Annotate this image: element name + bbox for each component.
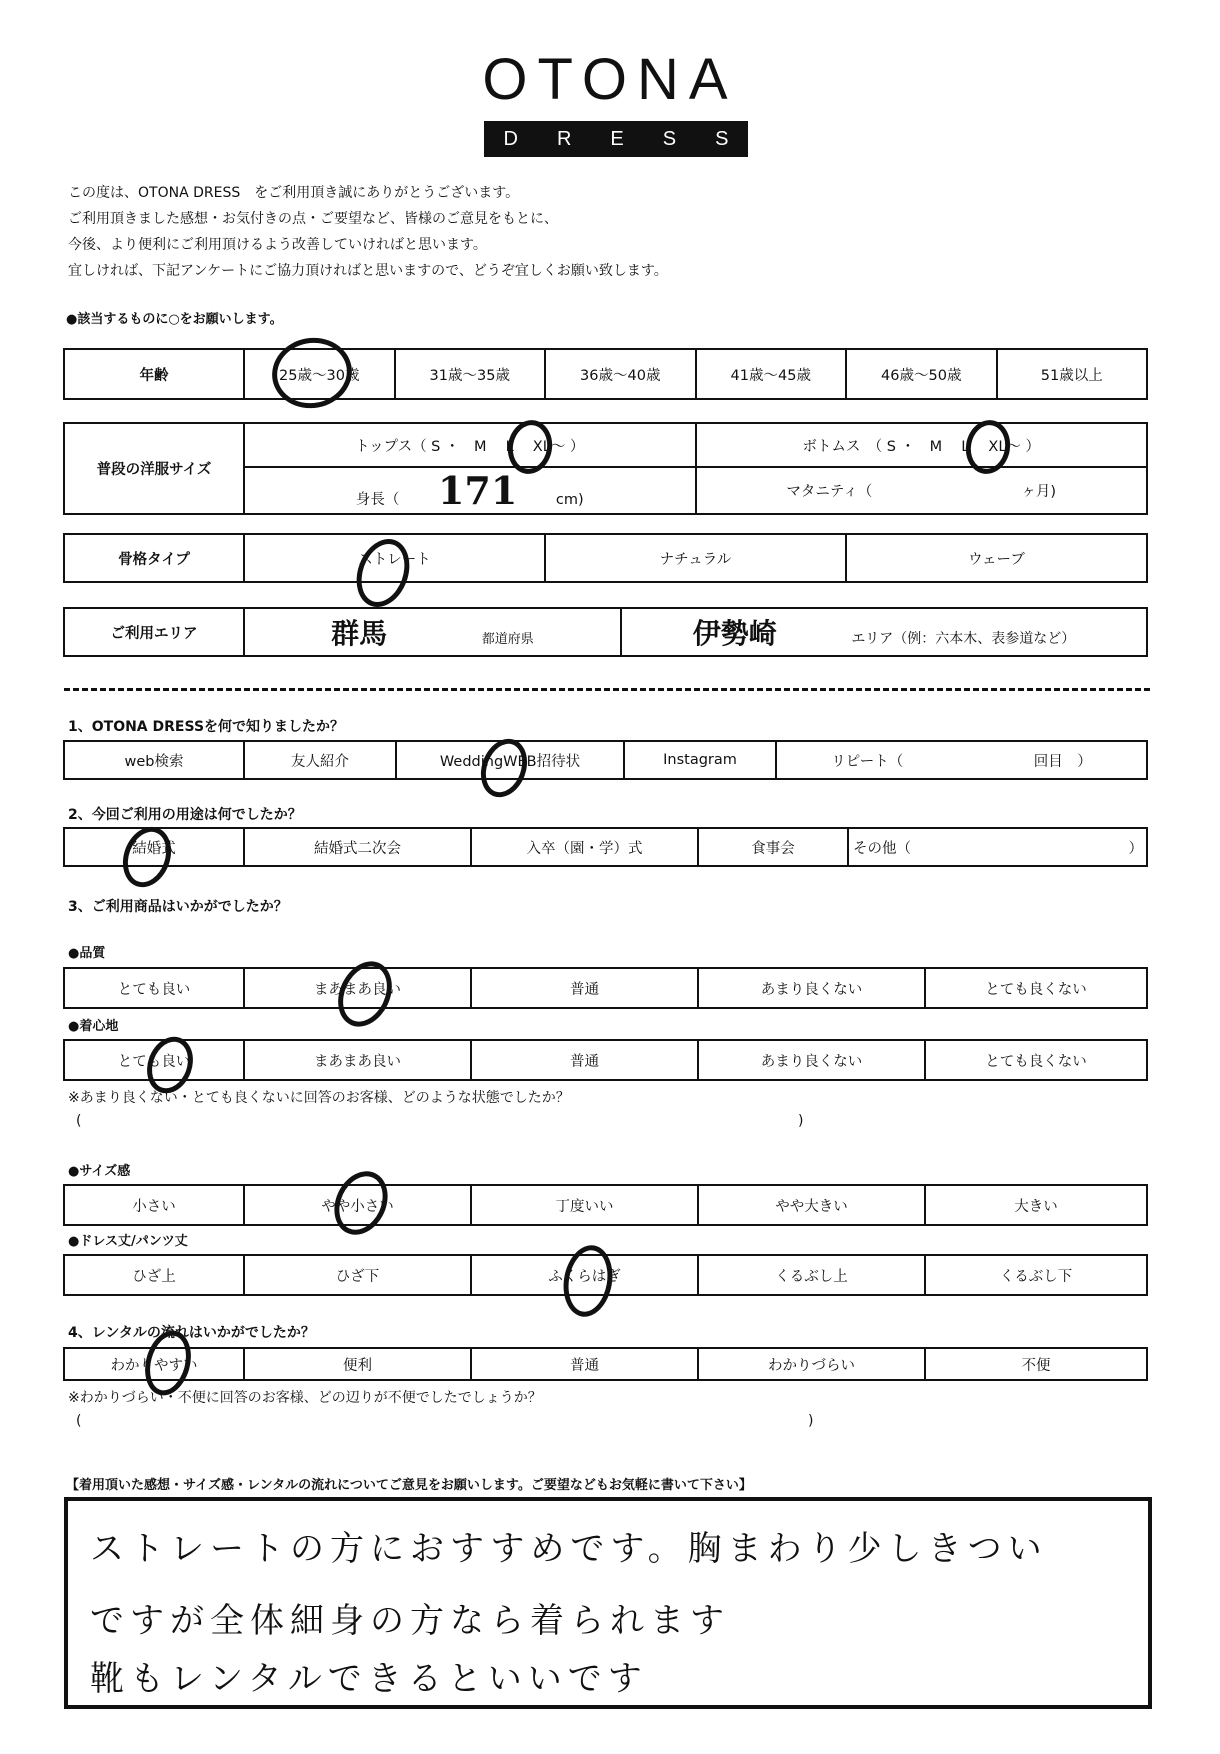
intro-line: この度は、OTONA DRESS をご利用頂き誠にありがとうございます。 (68, 185, 520, 201)
length-option[interactable]: ひざ下 (244, 1255, 471, 1295)
instruction-heading: ●該当するものに○をお願いします。 (66, 312, 283, 327)
quality-option[interactable]: 普通 (471, 968, 698, 1008)
body-type-option[interactable]: ウェーブ (846, 534, 1147, 582)
q1-option[interactable]: web検索 (64, 741, 244, 779)
size-feel-table (63, 1184, 1148, 1226)
city-field[interactable] (621, 608, 1147, 656)
age-label: 年齢 (64, 349, 244, 399)
quality-option[interactable]: とても良くない (925, 968, 1147, 1008)
q4-title: 4、レンタルの流れはいかがでしたか？ (68, 1325, 315, 1341)
q1-title: 1、OTONA DRESSを何で知りましたか？ (68, 719, 345, 735)
comment-line: ですが全体細身の方なら着られます (90, 1601, 730, 1641)
size-table (63, 422, 1148, 515)
tops-size-field[interactable]: トップス（ S ・ M L XL〜 ） (244, 423, 696, 467)
comments-textarea[interactable] (64, 1497, 1152, 1709)
maternity-suffix: ヶ月) (1021, 484, 1057, 500)
city-value: 伊勢崎 (692, 617, 777, 650)
quality-option[interactable]: あまり良くない (698, 968, 925, 1008)
maternity-prefix: マタニティ（ (786, 484, 873, 500)
size-feel-option[interactable]: 小さい (64, 1185, 244, 1225)
length-table (63, 1254, 1148, 1296)
city-hint: エリア（例：六本木、表参道など） (851, 631, 1076, 647)
logo-letter: D (503, 127, 518, 150)
open-paren: ( (76, 1413, 82, 1429)
logo-letter: S (715, 127, 729, 150)
q2-option[interactable]: 入卒（園・学）式 (471, 828, 698, 866)
quality-bad-reason-input[interactable] (92, 1110, 792, 1132)
q4-option[interactable]: 便利 (244, 1348, 471, 1380)
age-option[interactable]: 31歳〜35歳 (395, 349, 546, 399)
comfort-option[interactable]: 普通 (471, 1040, 698, 1080)
quality-table (63, 967, 1148, 1009)
intro-line: ご利用頂きました感想・お気付きの点・ご要望など、皆様のご意見をもとに、 (68, 211, 558, 227)
size-feel-option[interactable]: 大きい (925, 1185, 1147, 1225)
length-option[interactable]: ひざ上 (64, 1255, 244, 1295)
q1-option[interactable]: Instagram (624, 741, 776, 779)
intro-text (68, 180, 668, 284)
comfort-option[interactable]: まあまあ良い (244, 1040, 471, 1080)
comment-line: ストレートの方におすすめです。胸まわり少しきつい (90, 1529, 1048, 1569)
size-feel-option[interactable]: 丁度いい (471, 1185, 698, 1225)
q3-title: 3、ご利用商品はいかがでしたか？ (68, 899, 288, 915)
length-label: ●ドレス丈/パンツ丈 (68, 1234, 188, 1249)
quality-label: ●品質 (68, 946, 106, 961)
body-type-option[interactable]: ストレート (244, 534, 545, 582)
age-option[interactable]: 46歳〜50歳 (846, 349, 997, 399)
comfort-table (63, 1039, 1148, 1081)
logo-letter: S (662, 127, 677, 150)
length-option[interactable]: くるぶし下 (925, 1255, 1147, 1295)
quality-option[interactable]: まあまあ良い (244, 968, 471, 1008)
rental-bad-note: ※わかりづらい・不便に回答のお客様、どの辺りが不便でしたでしょうか？ (68, 1390, 542, 1406)
comfort-option[interactable]: とても良くない (925, 1040, 1147, 1080)
size-feel-option[interactable]: やや大きい (698, 1185, 925, 1225)
q1-table (63, 740, 1148, 780)
maternity-field[interactable] (696, 467, 1148, 514)
length-option[interactable]: くるぶし上 (698, 1255, 925, 1295)
area-table (63, 607, 1148, 657)
close-paren: ) (798, 1113, 804, 1129)
q4-table (63, 1347, 1148, 1381)
age-option[interactable]: 36歳〜40歳 (545, 349, 696, 399)
logo-letter: R (556, 127, 572, 150)
q1-option[interactable]: リピート（ 回目 ） (776, 741, 1147, 779)
brand-logo-subtitle (484, 121, 748, 157)
height-value: 171 (437, 468, 518, 513)
q2-table (63, 827, 1148, 867)
height-prefix: 身長（ (355, 492, 400, 508)
comment-line: 靴もレンタルできるといいです (90, 1659, 648, 1699)
age-option[interactable]: 41歳〜45歳 (696, 349, 847, 399)
close-paren: ) (808, 1413, 814, 1429)
prefecture-suffix: 都道府県 (481, 632, 534, 647)
brand-logo-title: OTONA (482, 47, 738, 112)
body-type-option[interactable]: ナチュラル (545, 534, 846, 582)
comfort-option[interactable]: とても良い (64, 1040, 244, 1080)
length-option[interactable]: ふくらはぎ (471, 1255, 698, 1295)
q4-option[interactable]: 普通 (471, 1348, 698, 1380)
q2-option[interactable]: その他（ ） (848, 828, 1147, 866)
quality-bad-note: ※あまり良くない・とても良くないに回答のお客様、どのような状態でしたか？ (68, 1090, 570, 1106)
comfort-label: ●着心地 (68, 1019, 119, 1034)
open-paren: ( (76, 1113, 82, 1129)
q4-option[interactable]: わかりづらい (698, 1348, 925, 1380)
size-feel-option[interactable]: やや小さい (244, 1185, 471, 1225)
intro-line: 今後、より便利にご利用頂けるよう改善していければと思います。 (68, 237, 487, 253)
q2-title: 2、今回ご利用の用途は何でしたか？ (68, 807, 302, 823)
q2-option[interactable]: 結婚式二次会 (244, 828, 471, 866)
logo-letter: E (610, 127, 624, 150)
bottoms-size-field[interactable]: ボトムス （ S ・ M L XL〜 ） (696, 423, 1148, 467)
age-table (63, 348, 1148, 400)
q1-option[interactable]: 友人紹介 (244, 741, 396, 779)
divider (64, 688, 1150, 691)
comments-title: 【着用頂いた感想・サイズ感・レンタルの流れについてご意見をお願いします。ご要望などもお気軽に書いて下さい】 (66, 1478, 752, 1493)
body-type-table (63, 533, 1148, 583)
intro-line: 宜しければ、下記アンケートにご協力頂ければと思いますので、どうぞ宜しくお願い致します。 (68, 263, 668, 279)
q4-option[interactable]: わかりやすい (64, 1348, 244, 1380)
q2-option[interactable]: 食事会 (698, 828, 848, 866)
q1-option[interactable]: WeddingWEB招待状 (396, 741, 624, 779)
height-suffix: cm) (555, 492, 584, 508)
quality-option[interactable]: とても良い (64, 968, 244, 1008)
body-type-label: 骨格タイプ (64, 534, 244, 582)
q2-option[interactable]: 結婚式 (64, 828, 244, 866)
prefecture-field[interactable] (244, 608, 621, 656)
comfort-option[interactable]: あまり良くない (698, 1040, 925, 1080)
height-field[interactable] (244, 467, 696, 514)
prefecture-value: 群馬 (331, 617, 388, 650)
size-feel-label: ●サイズ感 (68, 1164, 131, 1179)
age-option[interactable]: 25歳〜30歳 (244, 349, 395, 399)
rental-bad-reason-input[interactable] (92, 1410, 792, 1432)
q4-option[interactable]: 不便 (925, 1348, 1147, 1380)
age-option[interactable]: 51歳以上 (997, 349, 1148, 399)
size-label: 普段の洋服サイズ (64, 423, 244, 514)
area-label: ご利用エリア (64, 608, 244, 656)
